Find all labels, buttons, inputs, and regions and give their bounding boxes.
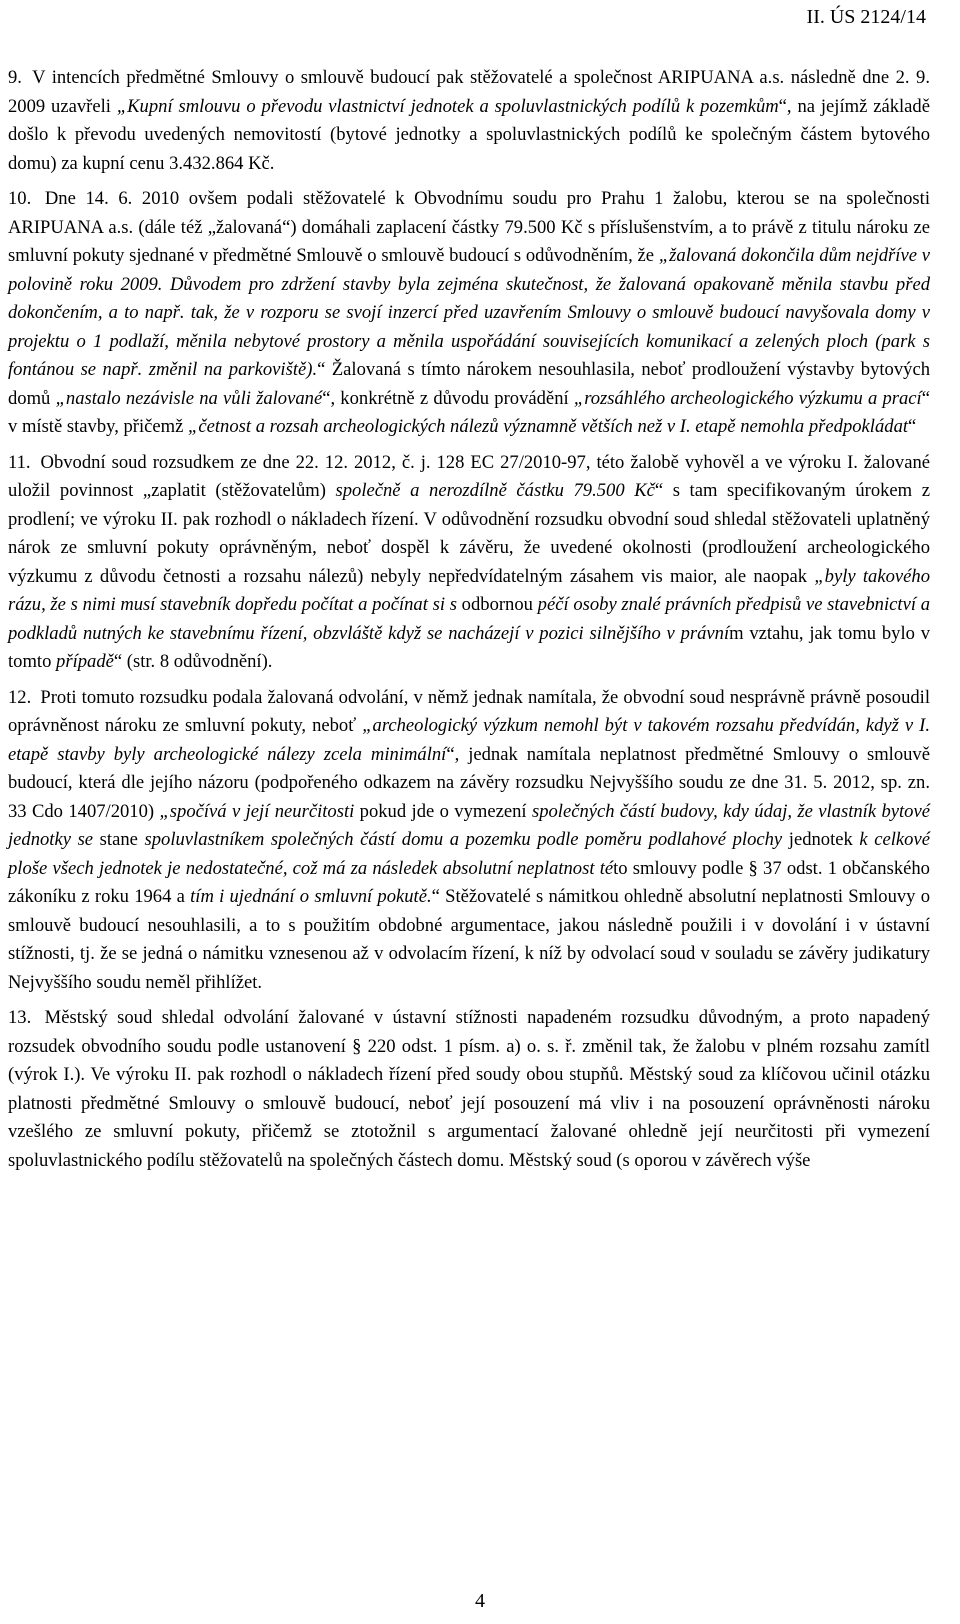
text-run-italic: k celkové ploše všech jednotek je nedostatečné, což má za následek absolutní neplatnost té	[8, 829, 930, 879]
text-run: m vztahu, jak tomu bylo v tomto	[8, 622, 930, 672]
paragraph-number: 12.	[8, 686, 32, 708]
text-run: Dne 14. 6. 2010 ovšem podali stěžovatelé k Obvodnímu soudu pro Prahu 1 žalobu, kterou se na společnosti ARIPUANA a.s. (dále též „žalovaná“) domáhali zaplacení částky 79.500 Kč s příslušenstvím, a to právě z titulu nároku ze smluvní pokuty sjednané v předmětné Smlouvě o smlouvě budoucí s odůvodněním, že	[8, 188, 930, 266]
paragraph-number: 9.	[8, 67, 22, 88]
paragraph-11	[8, 449, 930, 677]
text-run-italic: spoluvlastníkem společných částí domu a pozemku podle poměru podlahové plochy	[144, 829, 789, 850]
document-body	[8, 64, 930, 1182]
paragraph-number: 13.	[8, 1007, 32, 1028]
paragraph-number: 11.	[8, 451, 31, 473]
paragraph-13	[8, 1004, 930, 1175]
text-run: “ v místě stavby, přičemž	[8, 387, 930, 437]
text-run-italic: „nastalo nezávisle na vůli žalované	[55, 387, 323, 409]
text-run: stane	[99, 829, 145, 850]
text-run: “ s tam specifikovaným úrokem z prodlení; ve výroku II. pak rozhodl o nákladech řízení. V odůvodnění rozsudku obvodní soud shledal stěžovateli uplatněný nárok ze smluvní pokuty oprávněným, neboť dospěl k závěru, že uvedené okolnosti (prodloužení archeologického výzkumu z důvodu četnosti a rozsahu nálezů) nebyly nepředvídatelným zásahem vis maior, ale naopak	[8, 480, 930, 587]
text-run: odbornou	[461, 594, 538, 615]
text-run-italic: „rozsáhlého archeologického výzkumu a prací	[573, 387, 922, 409]
text-run: “, na jejímž základě došlo k převodu uvedených nemovitostí (bytové jednotky a spoluvlastnických podílů ke společným částem bytového domu) za kupní cenu 3.432.864 Kč.	[8, 95, 930, 174]
text-run-italic: „byly takového rázu, že s nimi musí stavebník dopředu počítat a počínat si s	[8, 565, 930, 615]
text-run: “	[908, 416, 917, 437]
text-run: to smlouvy podle § 37 odst. 1 občanského zákoníku z	[8, 857, 930, 907]
text-run-italic: společných částí budovy, kdy údaj, že vlastník bytové jednotky se	[8, 800, 930, 850]
text-run: pokud jde o vymezení	[354, 800, 532, 822]
text-run: jednotek	[788, 829, 860, 850]
text-run: “, konkrétně z důvodu provádění	[322, 387, 574, 409]
text-run: roku 1964 a	[94, 886, 191, 907]
text-run-italic: „archeologický výzkum nemohl být v takovém rozsahu předvídán, když v I. etapě stavby byly archeologické nálezy zcela minimální	[8, 715, 930, 765]
text-run: “, jednak namítala neplatnost předmětné Smlouvy o smlouvě budoucí, která dle jejího názoru (podpořeného odkazem na závěry rozsudku Nejvyššího soudu ze dne 31. 5. 2012, sp. zn. 33 Cdo 1407/2010)	[8, 743, 930, 822]
text-run-italic: případě	[56, 651, 114, 672]
text-run: “ Stěžovatelé s námitkou ohledně absolutní neplatnosti Smlouvy o smlouvě budoucí nesouhlasili, a to s použitím obdobné argumentace, jakou následně použili i v dovolání i v ústavní stížnosti, tj. že se jedná o námitku vznesenou až v odvolacím řízení, k níž by odvolací soud v souladu se závěry judikatury Nejvyššího soudu neměl přihlížet.	[8, 886, 930, 993]
text-run-italic: tím i ujednání o smluvní pokutě.	[190, 886, 432, 907]
text-run-italic: „žalovaná dokončila dům nejdříve v polovině roku 2009. Důvodem pro zdržení stavby byla zejména skutečnost, že žalovaná opakovaně měnila stavbu před dokončením, a to např. tak, že v rozporu se svojí inzercí před uzavřením Smlouvy o smlouvě budoucí navyšovala domy v projektu o 1 podlaží, měnila nebytové prostory a měnila uspořádání souvisejících komunikací a zelených ploch (park s fontánou se např. změnil na parkoviště).	[8, 245, 931, 380]
text-run-italic: péčí osoby znalé právních předpisů ve stavebnictví a podkladů nutných ke stavebnímu řízení, obzvláště když se nacházejí v pozici silnějšího v právní	[8, 594, 930, 644]
text-run-italic: společně a nerozdílně částku 79.500 Kč	[335, 480, 655, 501]
paragraph-12	[8, 684, 930, 998]
text-run: “ (str. 8 odůvodnění).	[113, 651, 273, 672]
page-number: 4	[475, 1590, 485, 1612]
text-run-italic: „četnost a rozsah archeologických nálezů významně větších než v I. etapě nemohla předpokládat	[188, 416, 909, 437]
text-run: Městský soud shledal odvolání žalované v ústavní stížnosti napadeném rozsudku důvodným, a proto napadený rozsudek obvodního soudu podle ustanovení § 220 odst. 1 písm. a) o. s. ř. změnil tak, že žalobu v plném rozsahu zamítl (výrok I.). Ve výroku II. pak rozhodl o nákladech řízení před soudy obou stupňů. Městský soud za klíčovou učinil otázku platnosti předmětné Smlouvy o smlouvě budoucí, neboť její posouzení má vliv i na posouzení oprávněnosti nároku vzešlého ze smluvní pokuty, přičemž se ztotožnil s argumentací žalované ohledně její neurčitosti při vymezení spoluvlastnického podílu stěžovatelů na společných částech domu. Městský soud (s oporou v závěrech výše	[8, 1007, 930, 1171]
paragraph-10	[8, 185, 930, 442]
text-run: V intencích předmětné Smlouvy o smlouvě budoucí pak stěžovatelé a společnost ARIPUANA a.s. následně dne 2. 9. 2009 uzavřeli	[8, 67, 930, 117]
paragraph-number: 10.	[8, 188, 32, 209]
page-header: II. ÚS 2124/14	[806, 6, 926, 28]
text-run: “ Žalovaná s tímto nárokem nesouhlasila, neboť prodloužení výstavby bytových domů	[8, 359, 930, 409]
text-run: Proti tomuto rozsudku podala žalovaná odvolání, v němž jednak namítala, že obvodní soud nesprávně právně posoudil oprávněnost nároku ze smluvní pokuty, neboť	[8, 686, 930, 736]
text-run: Obvodní soud rozsudkem ze dne 22. 12. 2012, č. j. 128 EC 27/2010-97, této žalobě vyhověl a ve výroku I. žalované uložil povinnost „zaplatit (stěžovatelům)	[8, 451, 930, 501]
paragraph-9	[8, 64, 930, 178]
text-run-italic: „Kupní smlouvu o převodu vlastnictví jednotek a spoluvlastnických podílů k pozemkům	[116, 95, 779, 117]
text-run-italic: „spočívá v její neurčitosti	[159, 800, 355, 822]
